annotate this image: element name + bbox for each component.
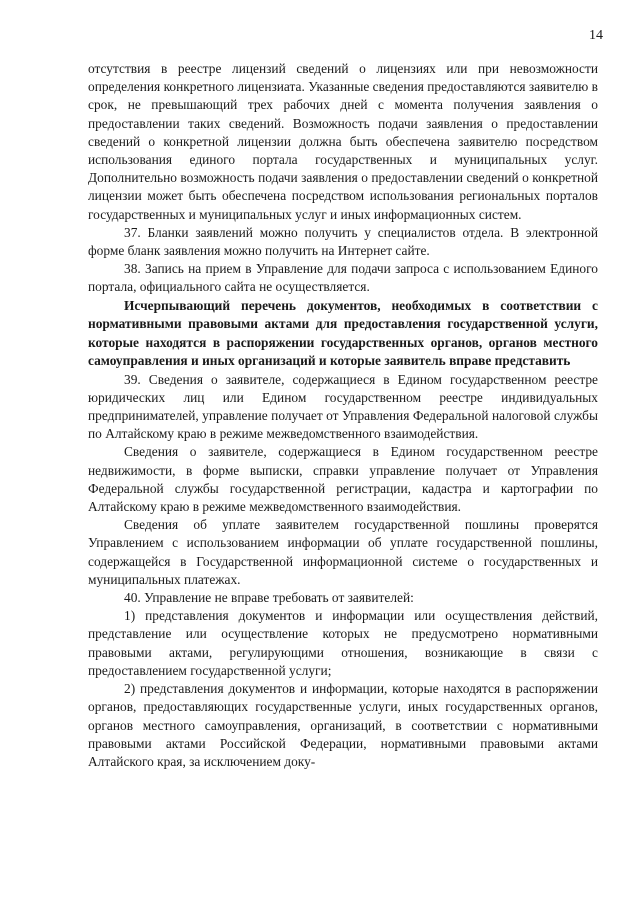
paragraph-registry-info: Сведения о заявителе, содержащиеся в Едином государственном реестре недвижимости, в форме выписки, справки управление получает от Управления Федеральной службы государственной регистрации, кадастра и картографии по Алтайскому краю в режиме межведомственного взаимодействия. xyxy=(88,444,598,515)
paragraph-38: 38. Запись на прием в Управление для подачи запроса с использованием Единого портала, официального сайта не осуществляется. xyxy=(88,261,598,295)
paragraph-37: 37. Бланки заявлений можно получить у специалистов отдела. В электронной форме бланк заявления можно получить на Интернет сайте. xyxy=(88,224,598,259)
paragraph-40: 40. Управление не вправе требовать от заявителей: xyxy=(124,590,414,606)
list-item-1: 1) представления документов и информации или осуществления действий, представление или осуществление которых не предусмотрено нормативными правовыми актами, регулирующими отношения, возникающие в связи с предоставлением государственной услуги; xyxy=(88,608,598,678)
paragraph-fee-check: Сведения об уплате заявителем государственной пошлины проверятся Управлением с использованием информации об уплате государственной пошлины, содержащейся в Государственной информационной системе о государственных и муниципальных платежах. xyxy=(88,517,598,587)
list-item-2: 2) представления документов и информации, которые находятся в распоряжении органов, предоставляющих государственные услуги, иных государственных органов, органов местного самоуправления, организаций, в соответствии с нормативными правовыми актами Российской Федерации, нормативными правовыми актами Алтайского края, за исключением доку- xyxy=(88,681,598,769)
paragraph-continuation: отсутствия в реестре лицензий сведений о лицензиях или при невозможности определения конкретного лицензиата. Указанные сведения предоставляются заявителю в срок, не превышающий трех рабочих дней с момента получения заявления о предоставлении таких сведений. Возможность подачи заявления о предоставлении сведений о конкретной лицензии должна быть обеспечена заявителю посредством использования единого портала государственных и муниципальных услуг. Дополнительно возможность подачи заявления о предоставлении сведений о конкретной лицензии может быть обеспечена посредством использования региональных порталов государственных и муниципальных услуг и иных информационных систем. xyxy=(88,61,598,222)
paragraph-39: 39. Сведения о заявителе, содержащиеся в Едином государственном реестре юридических лиц или Едином государственном реестре индивидуальных предпринимателей, управление получает от Управления Федеральной налоговой службы по Алтайскому краю в режиме межведомственного взаимодействия. xyxy=(88,371,598,442)
page-number: 14 xyxy=(589,28,603,43)
page-body xyxy=(88,60,598,771)
section-heading: Исчерпывающий перечень документов, необходимых в соответствии с нормативными правовыми актами для предоставления государственной услуги, которые находятся в распоряжении государственных органов, органов местного самоуправления и иных организаций и которые заявитель вправе представить xyxy=(88,297,598,369)
